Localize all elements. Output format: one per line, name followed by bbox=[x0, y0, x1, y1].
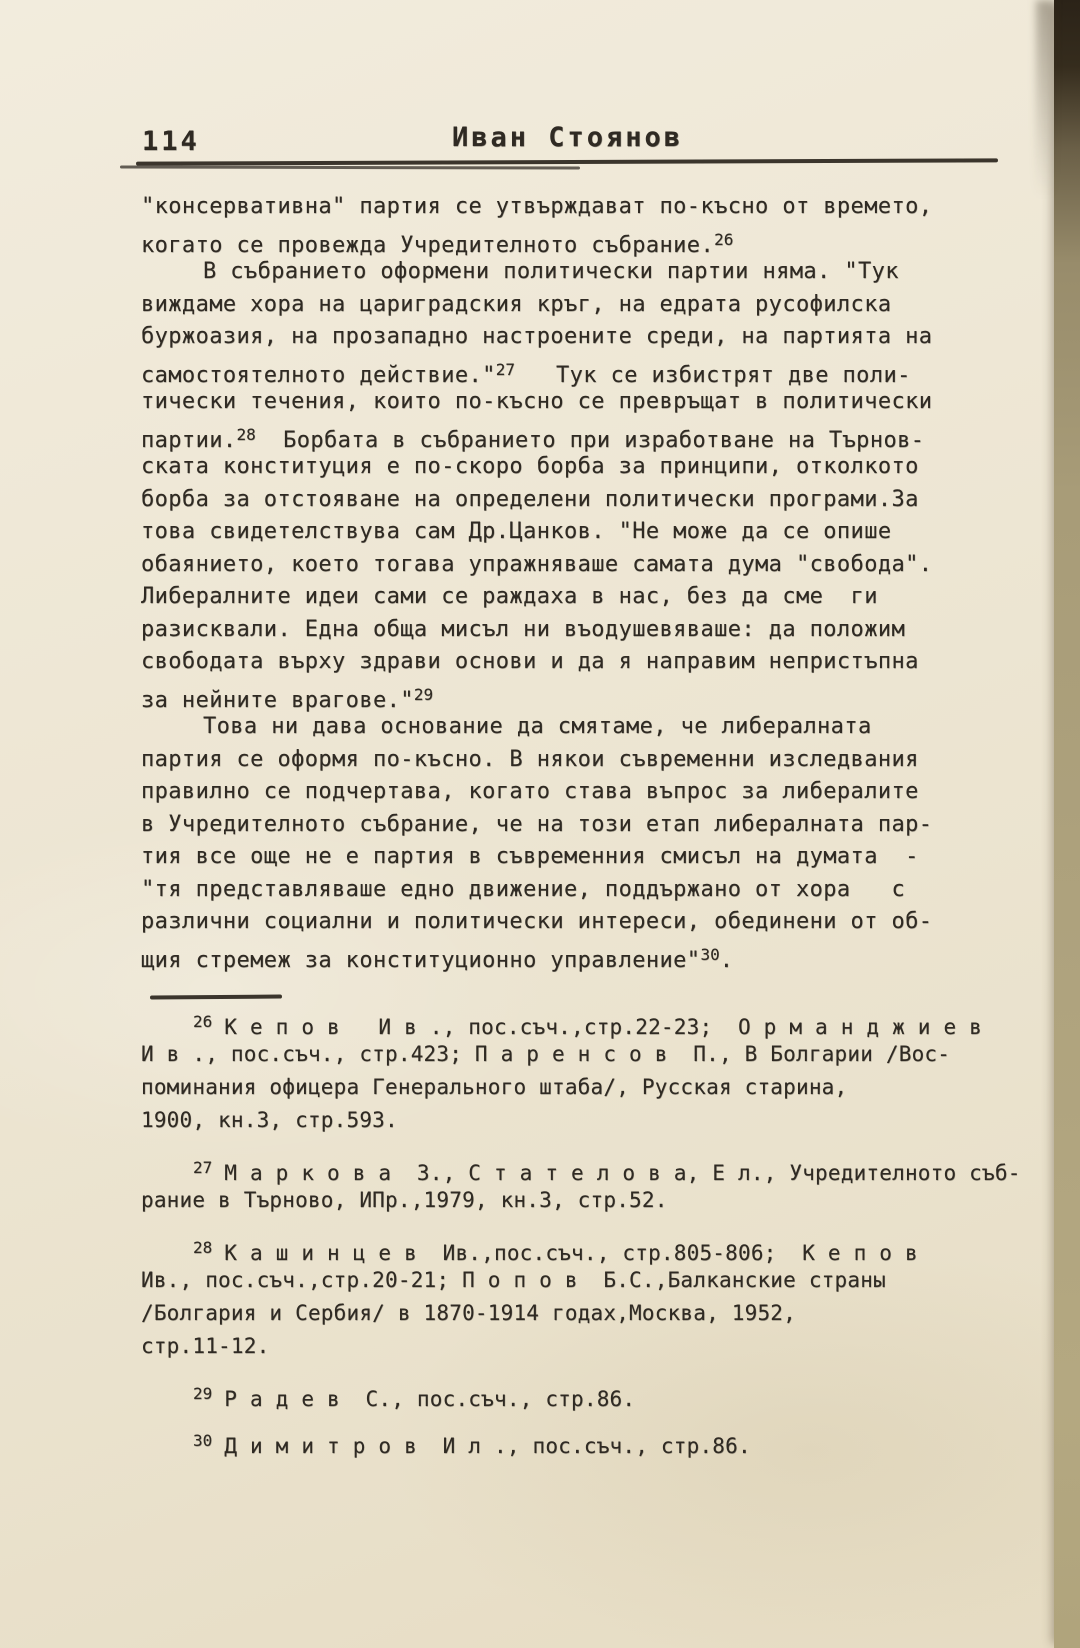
header-rule-secondary bbox=[120, 166, 580, 170]
footnote-line: 1900, кн.3, стр.593. bbox=[141, 1108, 398, 1132]
footnote-number: 28 bbox=[193, 1238, 213, 1257]
header-rule bbox=[136, 158, 998, 165]
footnote-line: И в ., пос.съч., стр.423; П а р е н с о в П., В Болгарии /Вос- bbox=[141, 1042, 951, 1066]
footnote-30 bbox=[141, 1424, 989, 1457]
page-edge-shadow bbox=[1054, 0, 1080, 1648]
footnote-26 bbox=[141, 1005, 989, 1137]
footnote-line: $^{30}$ Д и м и т р о в И л ., пос.съч., стр.86. bbox=[193, 1431, 751, 1458]
text-line: правилно се подчертава, когато става въпрос за либералите bbox=[141, 779, 919, 804]
footnote-line: стр.11-12. bbox=[141, 1334, 270, 1358]
footnote-line: /Болгария и Сербия/ в 1870-1914 годах,Москва, 1952, bbox=[141, 1301, 796, 1325]
text-line: когато се провежда Учредителното събрание.$^{26}$ bbox=[141, 229, 734, 258]
text-line: буржоазия, на прозападно настроените среди, на партията на bbox=[141, 324, 933, 349]
footnote-line: поминания офицера Генерального штаба/, Русская старина, bbox=[141, 1075, 848, 1099]
footnote-27 bbox=[141, 1151, 1021, 1217]
text-line: разисквали. Една обща мисъл ни въодушевяваше: да положим bbox=[141, 616, 906, 642]
footnote-line: $^{26}$ К е п о в И в ., пос.съч.,стр.22-23; О р м а н д ж и е в bbox=[193, 1012, 983, 1039]
footnote-reference: 28 bbox=[236, 424, 256, 444]
text-line: тия все още не е партия в съвременния смисъл на думата - bbox=[141, 844, 919, 869]
footnote-28 bbox=[141, 1231, 989, 1363]
text-line: Либералните идеи сами се раждаха в нас, без да сме ги bbox=[141, 584, 878, 609]
text-line: партии.$^{28}$ Борбата в събранието при изработване на Търнов- bbox=[141, 424, 925, 453]
text-line: свободата върху здрави основи и да я направим непристъпна bbox=[141, 649, 919, 674]
footnote-number: 26 bbox=[193, 1012, 213, 1031]
footnote-number: 29 bbox=[193, 1384, 213, 1403]
text-line: това свидетелствува сам Др.Цанков. "Не може да се опише bbox=[141, 519, 892, 544]
footnote-reference: 26 bbox=[714, 229, 734, 249]
footnotes bbox=[141, 1005, 1021, 1471]
text-line: тически течения, които по-късно се превръщат в политически bbox=[141, 389, 933, 414]
text-line: в Учредителното събрание, че на този етап либералната пар- bbox=[141, 811, 933, 837]
body-text bbox=[141, 191, 986, 971]
text-line: "тя представляваше едно движение, поддържано от хора с bbox=[141, 876, 906, 902]
text-line: "консервативна" партия се утвърждават по-късно от времето, bbox=[141, 194, 933, 219]
page-edge-top-shadow bbox=[1036, 0, 1054, 220]
footnote-line: Ив., пос.съч.,стр.20-21; П о п о в Б.С.,Балканские страны bbox=[141, 1268, 886, 1292]
footnote-29 bbox=[141, 1377, 989, 1410]
footnote-line: $^{27}$ М а р к о в а З., С т а т е л о в а, Е л., Учредителното съб- bbox=[193, 1158, 1021, 1185]
text-line: виждаме хора на цариградския кръг, на едрата русофилска bbox=[141, 291, 892, 317]
footnote-number: 27 bbox=[193, 1158, 213, 1177]
text-line: В събранието оформени политически партии няма. "Тук bbox=[203, 259, 899, 284]
text-line: различни социални и политически интереси, обединени от об- bbox=[141, 909, 933, 934]
footnote-line: $^{28}$ К а ш и н ц е в Ив.,пос.съч., стр.805-806; К е п о в bbox=[193, 1238, 918, 1265]
footnote-reference: 29 bbox=[413, 684, 434, 704]
text-line: ската конституция е по-скоро борба за принципи, отколкото bbox=[141, 454, 919, 479]
footnote-reference: 30 bbox=[700, 944, 720, 964]
page-number: 114 bbox=[142, 126, 200, 157]
text-line: партия се оформя по-късно. В някои съвременни изследвания bbox=[141, 746, 919, 772]
footnote-line: $^{29}$ Р а д е в С., пос.съч., стр.86. bbox=[193, 1384, 636, 1411]
footnote-number: 30 bbox=[193, 1431, 213, 1450]
running-header-title: Иван Стоянов bbox=[452, 122, 684, 153]
text-line: щия стремеж за конституционно управление"$^{30}$. bbox=[141, 944, 734, 973]
footnote-separator bbox=[150, 995, 282, 1000]
footnote-line: рание в Търново, ИПр.,1979, кн.3, стр.52. bbox=[141, 1188, 668, 1212]
text-line: обаянието, което тогава упражняваше самата дума "свобода". bbox=[141, 551, 933, 577]
text-line: самостоятелното действие."$^{27}$ Тук се избистрят две поли- bbox=[141, 359, 911, 388]
text-line: за нейните врагове."$^{29}$ bbox=[141, 684, 434, 713]
text-line: Това ни дава основание да смятаме, че либералната bbox=[203, 714, 872, 739]
text-line: борба за отстояване на определени политически програми.За bbox=[141, 486, 919, 512]
footnote-reference: 27 bbox=[495, 359, 516, 379]
